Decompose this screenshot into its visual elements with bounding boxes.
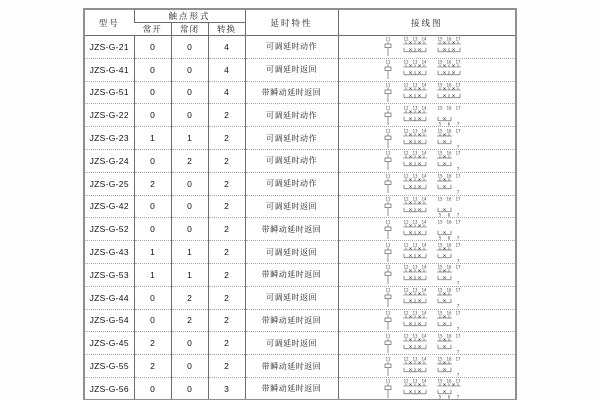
- svg-text:17: 17: [455, 82, 461, 88]
- normally-closed-cell: 0: [171, 104, 208, 127]
- model-cell: JZS-G-44: [89, 292, 129, 303]
- svg-text:17: 17: [455, 355, 461, 361]
- svg-text:7: 7: [456, 372, 460, 377]
- svg-text:16: 16: [446, 36, 452, 42]
- svg-text:17: 17: [455, 196, 461, 202]
- svg-text:15: 15: [437, 355, 443, 361]
- changeover-cell: 4: [208, 58, 245, 81]
- model-cell: JZS-G-53: [89, 269, 129, 280]
- table-header: [84, 9, 516, 36]
- normally-closed-cell: 1: [171, 263, 208, 286]
- svg-text:14: 14: [421, 219, 427, 225]
- normally-closed-cell: 2: [171, 286, 208, 309]
- wiring-diagram: [384, 36, 470, 57]
- svg-text:5: 5: [438, 121, 442, 126]
- svg-text:15: 15: [437, 378, 443, 384]
- header-changeover: 转换: [208, 23, 245, 36]
- svg-text:14: 14: [421, 333, 427, 339]
- model-cell: JZS-G-23: [89, 133, 129, 144]
- wiring-cell: [338, 241, 516, 264]
- table-body: [84, 36, 516, 400]
- normally-open-cell: 2: [134, 355, 171, 378]
- delay-characteristic-cell: 可调延时动作: [245, 149, 338, 172]
- svg-text:13: 13: [412, 150, 418, 156]
- wiring-cell: [338, 286, 516, 309]
- svg-text:12: 12: [403, 127, 409, 133]
- normally-open-cell: 0: [134, 218, 171, 241]
- svg-text:11: 11: [385, 59, 391, 65]
- svg-text:16: 16: [446, 173, 452, 179]
- svg-text:14: 14: [421, 105, 427, 111]
- header-model: 型号: [98, 17, 120, 28]
- svg-text:17: 17: [455, 173, 461, 179]
- svg-text:13: 13: [412, 355, 418, 361]
- svg-text:12: 12: [403, 264, 409, 270]
- svg-text:12: 12: [403, 59, 409, 65]
- changeover-cell: 2: [208, 309, 245, 332]
- svg-text:14: 14: [421, 264, 427, 270]
- svg-text:12: 12: [403, 82, 409, 88]
- svg-text:7: 7: [456, 280, 460, 286]
- model-cell: JZS-G-24: [89, 155, 129, 166]
- svg-text:7: 7: [456, 258, 460, 263]
- svg-text:11: 11: [385, 36, 391, 42]
- wiring-cell: [338, 127, 516, 150]
- wiring-diagram: [384, 128, 470, 149]
- delay-characteristic-cell: 可调延时动作: [245, 104, 338, 127]
- svg-text:13: 13: [412, 196, 418, 202]
- svg-text:13: 13: [412, 127, 418, 133]
- svg-text:11: 11: [385, 287, 391, 293]
- delay-characteristic-cell: 带瞬动延时返回: [245, 309, 338, 332]
- delay-characteristic-cell: 带瞬动延时返回: [245, 377, 338, 400]
- svg-text:11: 11: [385, 196, 391, 202]
- svg-text:5: 5: [438, 394, 442, 400]
- svg-text:6: 6: [447, 121, 451, 126]
- wiring-cell: [338, 195, 516, 218]
- svg-text:17: 17: [455, 36, 461, 42]
- table-row: [84, 81, 516, 104]
- normally-closed-cell: 1: [171, 241, 208, 264]
- delay-characteristic-cell: 可调延时动作: [245, 36, 338, 59]
- svg-text:16: 16: [446, 82, 452, 88]
- svg-text:15: 15: [437, 105, 443, 111]
- svg-text:7: 7: [456, 144, 460, 149]
- svg-text:11: 11: [385, 264, 391, 270]
- header-contact-form: 触点形式: [134, 9, 245, 23]
- wiring-diagram: [384, 287, 470, 308]
- svg-text:7: 7: [456, 326, 460, 331]
- svg-text:17: 17: [455, 287, 461, 293]
- changeover-cell: 2: [208, 195, 245, 218]
- table-row: [84, 377, 516, 400]
- svg-text:17: 17: [455, 241, 461, 247]
- svg-text:15: 15: [437, 333, 443, 339]
- svg-text:7: 7: [456, 121, 460, 126]
- changeover-cell: 2: [208, 332, 245, 355]
- changeover-cell: 2: [208, 263, 245, 286]
- svg-text:12: 12: [403, 287, 409, 293]
- svg-text:11: 11: [385, 310, 391, 316]
- normally-open-cell: 2: [134, 172, 171, 195]
- svg-text:11: 11: [385, 127, 391, 133]
- normally-closed-cell: 0: [171, 36, 208, 59]
- svg-text:17: 17: [455, 378, 461, 384]
- normally-open-cell: 0: [134, 195, 171, 218]
- model-cell: JZS-G-42: [89, 201, 129, 212]
- table-row: [84, 309, 516, 332]
- changeover-cell: 2: [208, 355, 245, 378]
- normally-open-cell: 1: [134, 127, 171, 150]
- delay-characteristic-cell: 带瞬动延时返回: [245, 218, 338, 241]
- normally-open-cell: 0: [134, 286, 171, 309]
- svg-text:15: 15: [437, 264, 443, 270]
- table-row: [84, 355, 516, 378]
- svg-text:7: 7: [456, 349, 460, 354]
- svg-text:16: 16: [446, 196, 452, 202]
- model-cell: JZS-G-25: [89, 178, 129, 189]
- normally-closed-cell: 0: [171, 218, 208, 241]
- wiring-diagram: [384, 82, 470, 103]
- svg-text:17: 17: [455, 127, 461, 133]
- svg-text:17: 17: [455, 310, 461, 316]
- header-delay-characteristic: 延时特性: [245, 9, 338, 36]
- svg-text:12: 12: [403, 333, 409, 339]
- wiring-diagram: [384, 173, 470, 194]
- changeover-cell: 2: [208, 149, 245, 172]
- svg-text:12: 12: [403, 105, 409, 111]
- svg-text:12: 12: [403, 310, 409, 316]
- svg-text:14: 14: [421, 196, 427, 202]
- changeover-cell: 2: [208, 172, 245, 195]
- svg-text:5: 5: [438, 235, 442, 240]
- normally-open-cell: 0: [134, 309, 171, 332]
- delay-characteristic-cell: 带瞬动延时返回: [245, 81, 338, 104]
- svg-text:17: 17: [455, 264, 461, 270]
- model-cell: JZS-G-41: [89, 64, 129, 75]
- normally-open-cell: 0: [134, 36, 171, 59]
- svg-text:15: 15: [437, 173, 443, 179]
- svg-text:13: 13: [412, 59, 418, 65]
- delay-characteristic-cell: 可调延时动作: [245, 127, 338, 150]
- normally-closed-cell: 0: [171, 58, 208, 81]
- svg-text:17: 17: [455, 105, 461, 111]
- svg-text:16: 16: [446, 287, 452, 293]
- delay-characteristic-cell: 带瞬动延时返回: [245, 263, 338, 286]
- normally-closed-cell: 0: [171, 377, 208, 400]
- svg-text:16: 16: [446, 150, 452, 156]
- svg-text:15: 15: [437, 150, 443, 156]
- svg-text:14: 14: [421, 241, 427, 247]
- svg-text:14: 14: [421, 355, 427, 361]
- table-row: [84, 172, 516, 195]
- wiring-diagram: [384, 356, 470, 377]
- svg-text:11: 11: [385, 355, 391, 361]
- delay-characteristic-cell: 可调延时返回: [245, 286, 338, 309]
- svg-text:11: 11: [385, 378, 391, 384]
- normally-closed-cell: 2: [171, 309, 208, 332]
- svg-text:12: 12: [403, 378, 409, 384]
- normally-closed-cell: 0: [171, 332, 208, 355]
- svg-text:12: 12: [403, 196, 409, 202]
- svg-text:17: 17: [455, 219, 461, 225]
- model-cell: JZS-G-56: [89, 383, 129, 394]
- table-row: [84, 263, 516, 286]
- header-wiring-diagram: 接线图: [338, 9, 516, 36]
- svg-text:16: 16: [446, 105, 452, 111]
- svg-text:14: 14: [421, 378, 427, 384]
- wiring-diagram: [384, 333, 470, 354]
- svg-text:17: 17: [455, 150, 461, 156]
- model-cell: JZS-G-51: [89, 87, 129, 98]
- svg-text:15: 15: [437, 241, 443, 247]
- normally-open-cell: 0: [134, 104, 171, 127]
- svg-text:5: 5: [438, 212, 442, 217]
- header-normally-closed: 常闭: [171, 23, 208, 36]
- normally-closed-cell: 0: [171, 195, 208, 218]
- model-cell: JZS-G-45: [89, 338, 129, 349]
- changeover-cell: 3: [208, 377, 245, 400]
- wiring-cell: [338, 377, 516, 400]
- svg-text:14: 14: [421, 127, 427, 133]
- delay-characteristic-cell: 可调延时返回: [245, 332, 338, 355]
- normally-open-cell: 2: [134, 332, 171, 355]
- svg-text:14: 14: [421, 150, 427, 156]
- wiring-diagram: [384, 59, 470, 80]
- table-row: [84, 149, 516, 172]
- svg-text:15: 15: [437, 196, 443, 202]
- svg-text:11: 11: [385, 105, 391, 111]
- svg-text:11: 11: [385, 173, 391, 179]
- normally-open-cell: 1: [134, 263, 171, 286]
- svg-text:17: 17: [455, 59, 461, 65]
- wiring-cell: [338, 263, 516, 286]
- table-row: [84, 58, 516, 81]
- delay-characteristic-cell: 可调延时返回: [245, 241, 338, 264]
- model-cell: JZS-G-21: [89, 41, 129, 52]
- wiring-diagram: [384, 196, 470, 217]
- svg-text:14: 14: [421, 36, 427, 42]
- header-row-group: [84, 9, 516, 23]
- svg-text:17: 17: [455, 333, 461, 339]
- svg-text:16: 16: [446, 333, 452, 339]
- svg-text:13: 13: [412, 173, 418, 179]
- changeover-cell: 4: [208, 36, 245, 59]
- svg-text:6: 6: [447, 394, 451, 400]
- changeover-cell: 2: [208, 218, 245, 241]
- svg-text:16: 16: [446, 127, 452, 133]
- svg-text:15: 15: [437, 36, 443, 42]
- svg-text:12: 12: [403, 355, 409, 361]
- normally-open-cell: 0: [134, 377, 171, 400]
- svg-text:7: 7: [456, 212, 460, 217]
- normally-closed-cell: 1: [171, 127, 208, 150]
- normally-closed-cell: 0: [171, 172, 208, 195]
- svg-text:15: 15: [437, 127, 443, 133]
- wiring-cell: [338, 81, 516, 104]
- svg-text:13: 13: [412, 82, 418, 88]
- normally-closed-cell: 0: [171, 81, 208, 104]
- wiring-cell: [338, 355, 516, 378]
- normally-open-cell: 1: [134, 241, 171, 264]
- wiring-diagram: [384, 219, 470, 240]
- svg-text:12: 12: [403, 173, 409, 179]
- svg-text:12: 12: [403, 241, 409, 247]
- wiring-cell: [338, 149, 516, 172]
- wiring-cell: [338, 309, 516, 332]
- svg-text:13: 13: [412, 287, 418, 293]
- relay-spec-table: [83, 8, 517, 400]
- normally-open-cell: 0: [134, 149, 171, 172]
- svg-text:16: 16: [446, 355, 452, 361]
- model-cell: JZS-G-54: [89, 315, 129, 326]
- wiring-diagram: [384, 105, 470, 126]
- model-cell: JZS-G-52: [89, 224, 129, 235]
- wiring-cell: [338, 36, 516, 59]
- wiring-diagram: [384, 150, 470, 171]
- svg-text:14: 14: [421, 173, 427, 179]
- delay-characteristic-cell: 可调延时返回: [245, 58, 338, 81]
- normally-closed-cell: 2: [171, 149, 208, 172]
- table-row: [84, 286, 516, 309]
- svg-text:13: 13: [412, 378, 418, 384]
- svg-text:16: 16: [446, 241, 452, 247]
- svg-text:14: 14: [421, 287, 427, 293]
- normally-closed-cell: 0: [171, 355, 208, 378]
- svg-text:6: 6: [447, 212, 451, 217]
- svg-text:13: 13: [412, 36, 418, 42]
- svg-text:7: 7: [456, 235, 460, 240]
- table-row: [84, 104, 516, 127]
- svg-text:16: 16: [446, 264, 452, 270]
- svg-text:15: 15: [437, 219, 443, 225]
- svg-text:12: 12: [403, 219, 409, 225]
- svg-text:14: 14: [421, 82, 427, 88]
- model-cell: JZS-G-55: [89, 361, 129, 372]
- table-row: [84, 241, 516, 264]
- svg-text:15: 15: [437, 310, 443, 316]
- wiring-cell: [338, 332, 516, 355]
- delay-characteristic-cell: 可调延时动作: [245, 172, 338, 195]
- svg-text:11: 11: [385, 150, 391, 156]
- svg-text:13: 13: [412, 310, 418, 316]
- svg-text:11: 11: [385, 241, 391, 247]
- svg-text:16: 16: [446, 378, 452, 384]
- svg-text:16: 16: [446, 59, 452, 65]
- svg-text:15: 15: [437, 59, 443, 65]
- svg-text:7: 7: [456, 303, 460, 309]
- changeover-cell: 2: [208, 127, 245, 150]
- changeover-cell: 2: [208, 104, 245, 127]
- svg-text:7: 7: [456, 189, 460, 195]
- model-cell: JZS-G-43: [89, 247, 129, 258]
- table-row: [84, 36, 516, 59]
- svg-text:12: 12: [403, 150, 409, 156]
- wiring-cell: [338, 218, 516, 241]
- table-row: [84, 218, 516, 241]
- svg-text:7: 7: [456, 394, 460, 400]
- header-normally-open: 常开: [134, 23, 171, 36]
- delay-characteristic-cell: 可调延时返回: [245, 195, 338, 218]
- svg-text:7: 7: [456, 166, 460, 172]
- svg-text:11: 11: [385, 333, 391, 339]
- svg-text:13: 13: [412, 219, 418, 225]
- table-row: [84, 195, 516, 218]
- svg-text:13: 13: [412, 333, 418, 339]
- wiring-cell: [338, 58, 516, 81]
- svg-text:13: 13: [412, 264, 418, 270]
- normally-open-cell: 0: [134, 58, 171, 81]
- wiring-cell: [338, 104, 516, 127]
- wiring-cell: [338, 172, 516, 195]
- svg-text:11: 11: [385, 82, 391, 88]
- wiring-diagram: [384, 242, 470, 263]
- wiring-diagram: [384, 264, 470, 285]
- model-cell: JZS-G-22: [89, 110, 129, 121]
- svg-text:16: 16: [446, 219, 452, 225]
- wiring-diagram: [384, 310, 470, 331]
- svg-text:6: 6: [447, 235, 451, 240]
- svg-text:15: 15: [437, 82, 443, 88]
- svg-text:12: 12: [403, 36, 409, 42]
- svg-text:13: 13: [412, 241, 418, 247]
- svg-text:14: 14: [421, 59, 427, 65]
- table-row: [84, 127, 516, 150]
- svg-text:13: 13: [412, 105, 418, 111]
- svg-text:11: 11: [385, 219, 391, 225]
- changeover-cell: 2: [208, 286, 245, 309]
- svg-text:16: 16: [446, 310, 452, 316]
- delay-characteristic-cell: 带瞬动延时返回: [245, 355, 338, 378]
- svg-text:15: 15: [437, 287, 443, 293]
- table-row: [84, 332, 516, 355]
- changeover-cell: 2: [208, 241, 245, 264]
- changeover-cell: 4: [208, 81, 245, 104]
- wiring-diagram: [384, 378, 470, 399]
- normally-open-cell: 0: [134, 81, 171, 104]
- svg-text:14: 14: [421, 310, 427, 316]
